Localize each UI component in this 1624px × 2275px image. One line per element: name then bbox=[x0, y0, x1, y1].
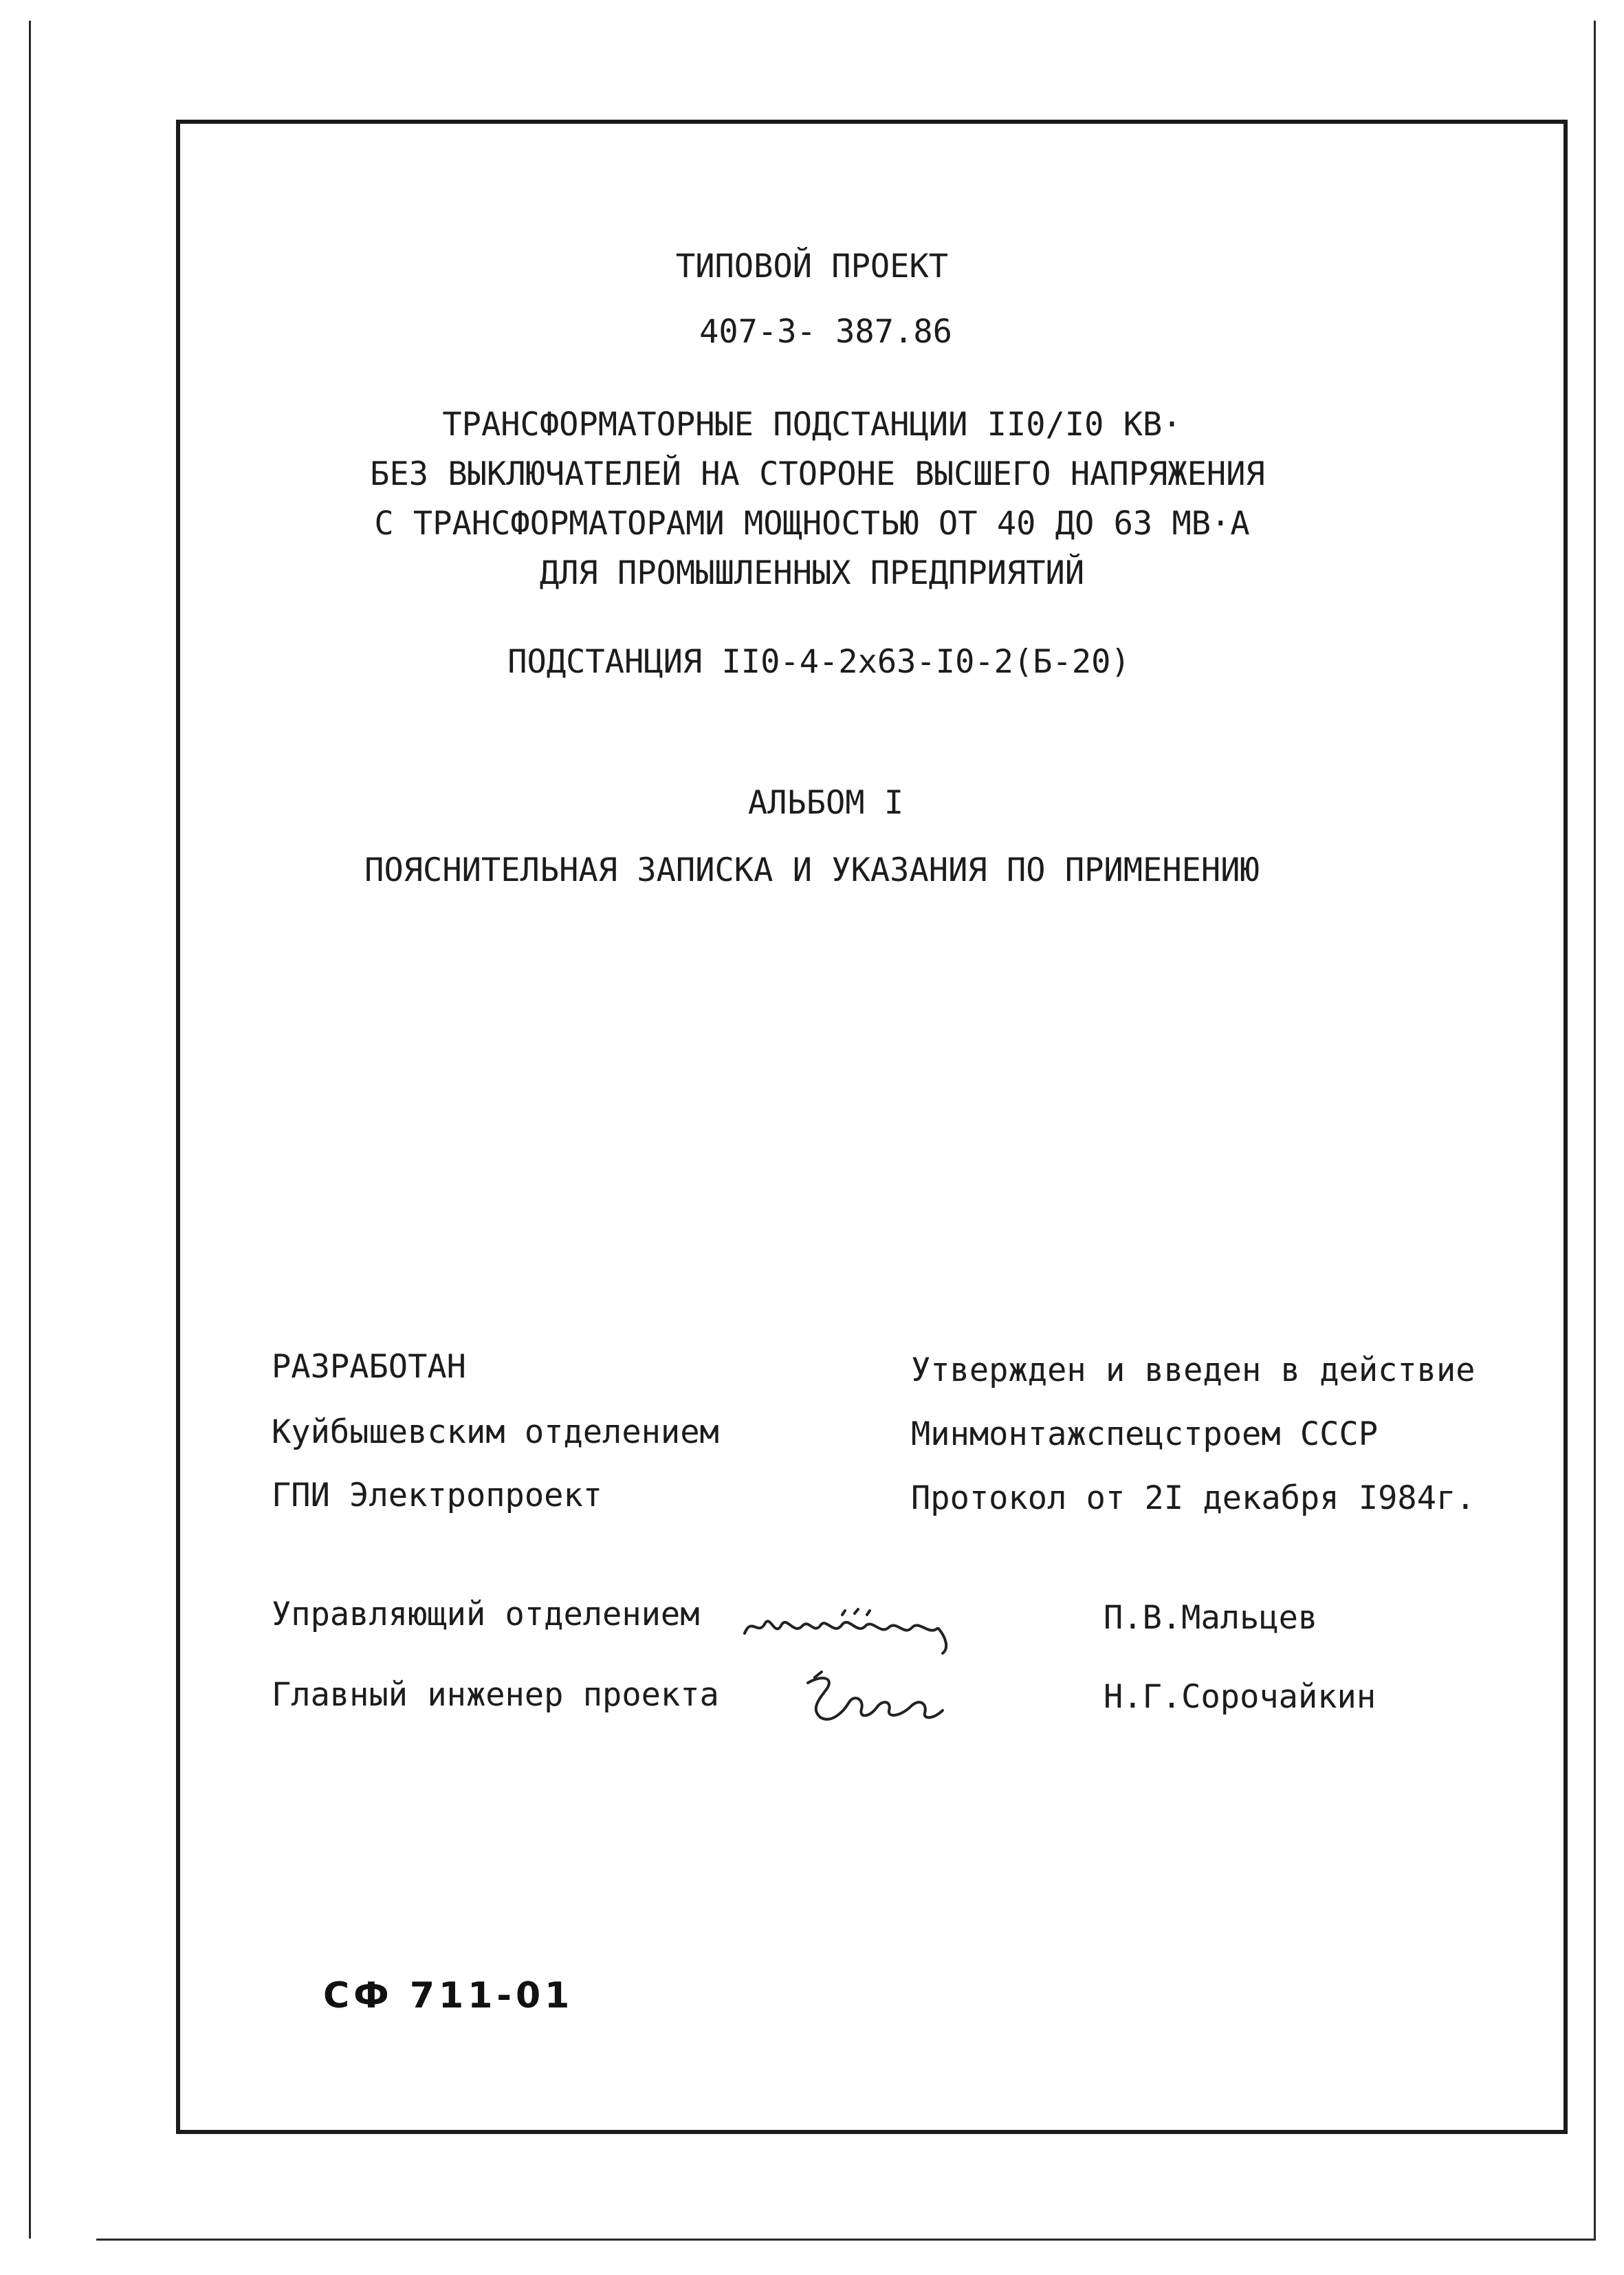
sheet-edge-right bbox=[1594, 21, 1596, 2239]
stamp-code: СФ 711-01 bbox=[323, 1975, 574, 2016]
handwritten-signature-1 bbox=[739, 1596, 987, 1657]
approved-line-3: Протокол от 2I декабря I984г. bbox=[911, 1479, 1475, 1517]
approved-line-1: Утвержден и введен в действие bbox=[911, 1351, 1475, 1389]
title-line-2: БЕЗ ВЫКЛЮЧАТЕЛЕЙ НА СТОРОНЕ ВЫСШЕГО НАПРЯЖЕНИЯ bbox=[370, 455, 1265, 493]
handwritten-signature-2 bbox=[801, 1668, 973, 1737]
developed-label: РАЗРАБОТАН bbox=[272, 1348, 466, 1386]
signature-name-2: Н.Г.Сорочайкин bbox=[1104, 1678, 1376, 1716]
signature-role-2: Главный инженер проекта bbox=[272, 1676, 719, 1714]
title-line-1: ТРАНСФОРМАТОРНЫЕ ПОДСТАНЦИИ II0/I0 КВ· bbox=[442, 406, 1182, 444]
signature-role-1: Управляющий отделением bbox=[272, 1596, 700, 1633]
developed-line-2: ГПИ Электропроект bbox=[272, 1477, 603, 1514]
title-line-4: ДЛЯ ПРОМЫШЛЕННЫХ ПРЕДПРИЯТИЙ bbox=[539, 554, 1085, 592]
doc-type: ТИПОВОЙ ПРОЕКТ bbox=[675, 248, 949, 285]
approved-line-2: Минмонтажспецстроем СССР bbox=[911, 1415, 1379, 1453]
developed-line-1: Куйбышевским отделением bbox=[272, 1413, 719, 1451]
album-name: АЛЬБОМ I bbox=[747, 784, 904, 822]
sheet-edge-left bbox=[29, 21, 31, 2239]
sheet-edge-bottom bbox=[96, 2239, 1596, 2241]
signature-name-1: П.В.Мальцев bbox=[1104, 1599, 1318, 1637]
title-line-3: С ТРАНСФОРМАТОРАМИ МОЩНОСТЬЮ ОТ 40 ДО 63 МВ·А bbox=[374, 505, 1250, 543]
album-subtitle: ПОЯСНИТЕЛЬНАЯ ЗАПИСКА И УКАЗАНИЯ ПО ПРИМЕНЕНИЮ bbox=[364, 851, 1260, 889]
project-number: 407-3- 387.86 bbox=[699, 313, 952, 351]
substation-code: ПОДСТАНЦИЯ II0-4-2х63-I0-2(Б-20) bbox=[507, 643, 1130, 681]
